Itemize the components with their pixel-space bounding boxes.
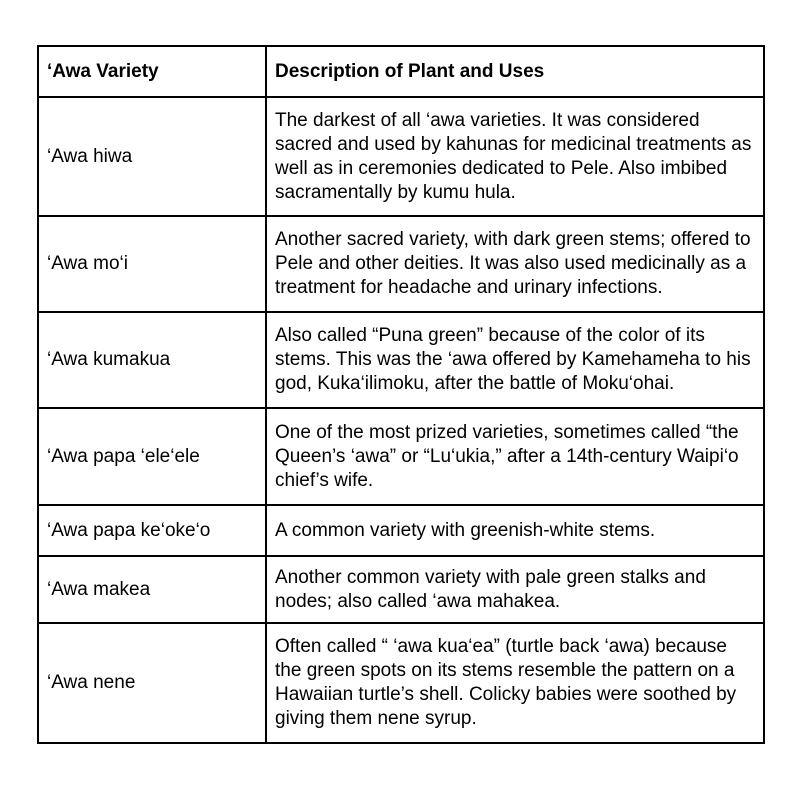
variety-cell: ‘Awa mo‘i xyxy=(38,216,266,312)
description-cell: A common variety with greenish-white stems. xyxy=(266,505,764,556)
variety-cell: ‘Awa nene xyxy=(38,623,266,743)
table-row xyxy=(38,556,764,623)
header-description: Description of Plant and Uses xyxy=(266,46,764,97)
variety-cell: ‘Awa kumakua xyxy=(38,312,266,408)
variety-cell: ‘Awa makea xyxy=(38,556,266,623)
table-header-row xyxy=(38,46,764,97)
description-cell: Also called “Puna green” because of the color of its stems. This was the ‘awa offered by Kamehameha to his god, Kuka‘ilimoku, after the battle of Moku‘ohai. xyxy=(266,312,764,408)
table-row xyxy=(38,505,764,556)
description-cell: One of the most prized varieties, sometimes called “the Queen’s ‘awa” or “Lu‘ukia,” after a 14th-century Waipi‘o chief’s wife. xyxy=(266,408,764,505)
description-cell: Another common variety with pale green stalks and nodes; also called ‘awa mahakea. xyxy=(266,556,764,623)
variety-cell: ‘Awa hiwa xyxy=(38,97,266,216)
table-row xyxy=(38,408,764,505)
table-row xyxy=(38,312,764,408)
description-cell: The darkest of all ‘awa varieties. It was considered sacred and used by kahunas for medicinal treatments as well as in ceremonies dedicated to Pele. Also imbibed sacramentally by kumu hula. xyxy=(266,97,764,216)
table-row xyxy=(38,216,764,312)
header-variety: ‘Awa Variety xyxy=(38,46,266,97)
description-cell: Another sacred variety, with dark green stems; offered to Pele and other deities. It was also used medicinally as a treatment for headache and urinary infections. xyxy=(266,216,764,312)
table-row xyxy=(38,97,764,216)
table-row xyxy=(38,623,764,743)
awa-varieties-table xyxy=(37,45,765,744)
variety-cell: ‘Awa papa ‘ele‘ele xyxy=(38,408,266,505)
variety-cell: ‘Awa papa ke‘oke‘o xyxy=(38,505,266,556)
description-cell: Often called “ ‘awa kua‘ea” (turtle back ‘awa) because the green spots on its stems resemble the pattern on a Hawaiian turtle’s shell. Colicky babies were soothed by giving them nene syrup. xyxy=(266,623,764,743)
